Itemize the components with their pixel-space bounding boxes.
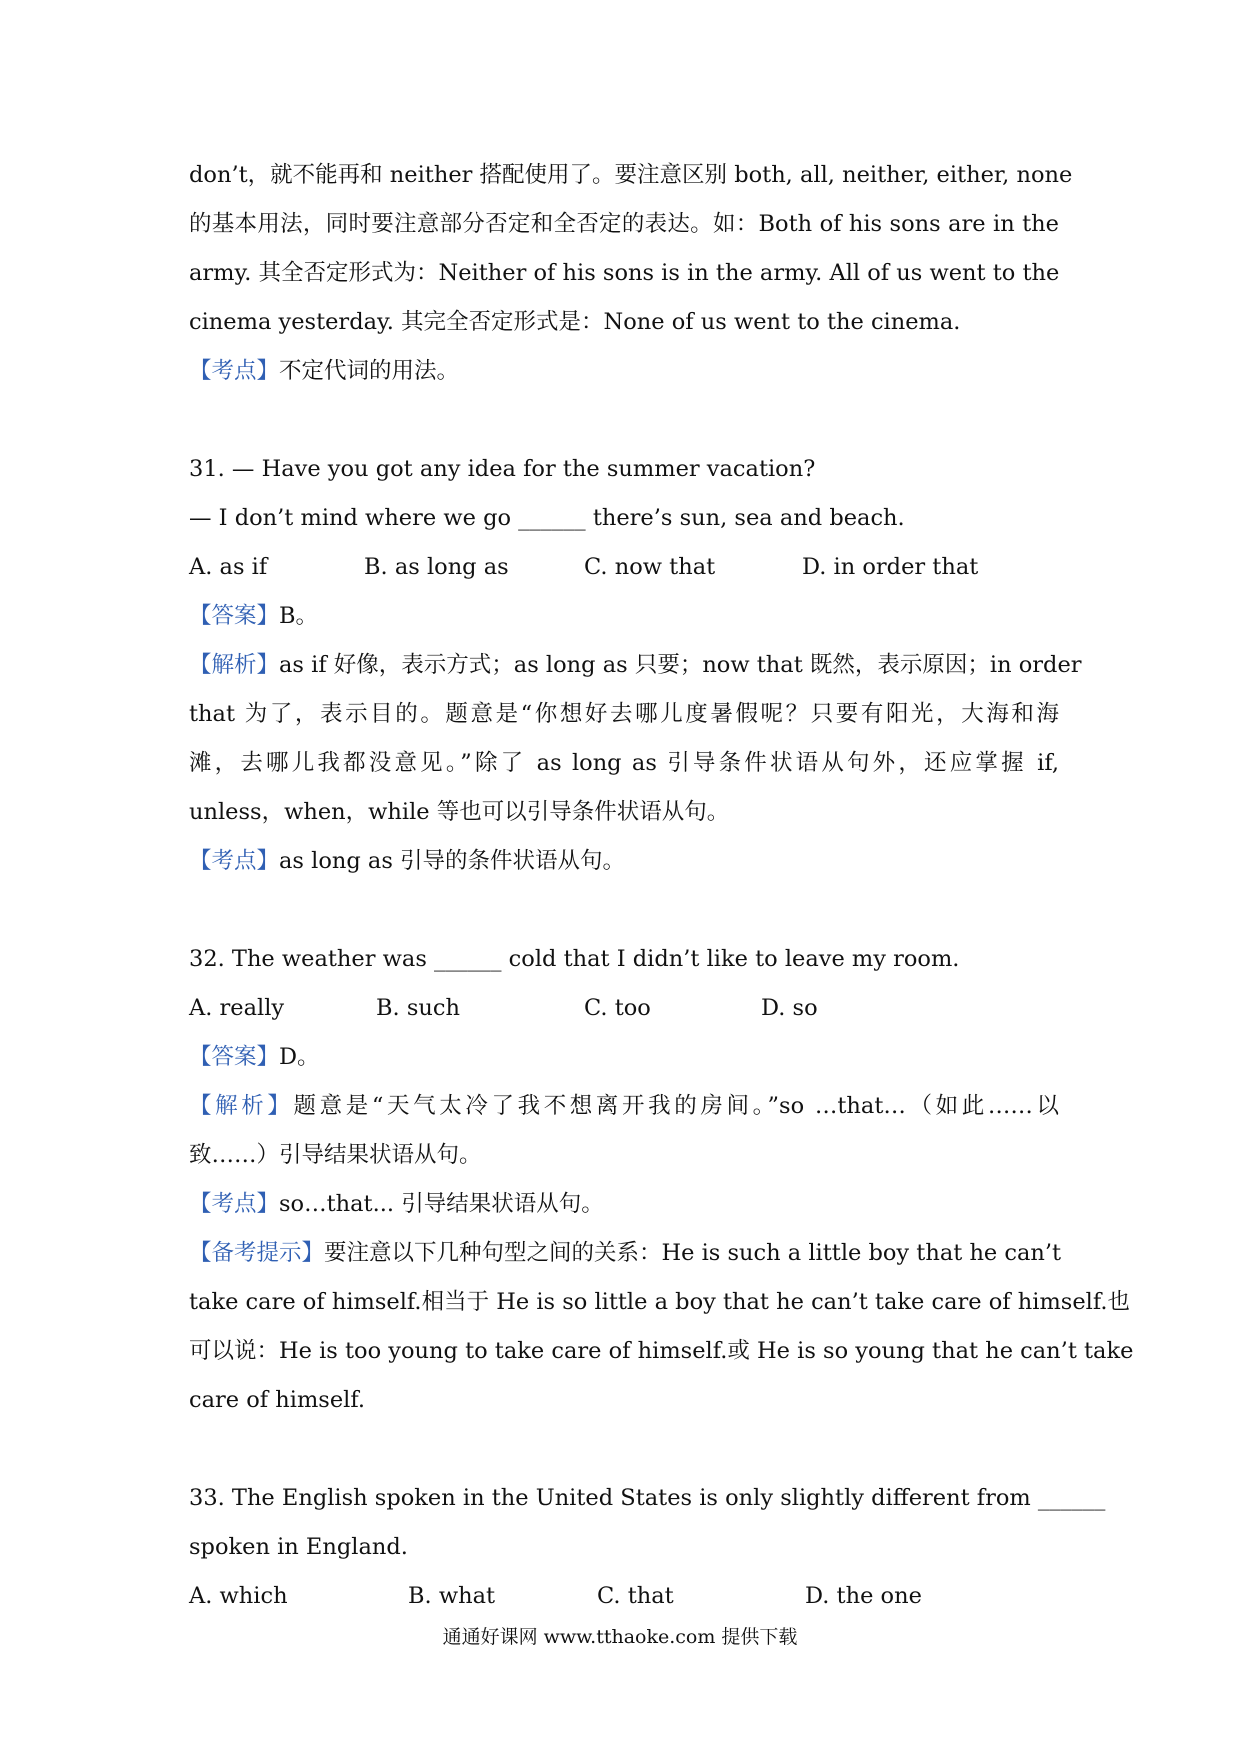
intro-line-2: 的基本用法，同时要注意部分否定和全否定的表达。如：Both of his sons are in the bbox=[189, 211, 1059, 237]
q33-option-d: D. the one bbox=[805, 1583, 922, 1609]
jiexi-tag: 【解析】 bbox=[189, 652, 280, 678]
intro-line-1: don’t，就不能再和 neither 搭配使用了。要注意区别 both, all, neither, either, none bbox=[189, 162, 1073, 188]
q32-answer bbox=[189, 1033, 1059, 1082]
answer-tag: 【答案】 bbox=[189, 1044, 280, 1070]
kaodian-text: as long as 引导的条件状语从句。 bbox=[279, 848, 626, 874]
q31-option-c: C. now that bbox=[584, 554, 716, 580]
q32-option-a: A. really bbox=[189, 995, 285, 1021]
kaodian-text: so…that... 引导结果状语从句。 bbox=[279, 1191, 604, 1217]
answer-tag: 【答案】 bbox=[189, 603, 280, 629]
q31-answer bbox=[189, 592, 1059, 641]
q32-stem: 32. The weather was ______ cold that I didn’t like to leave my room. bbox=[189, 946, 960, 972]
q31-jiexi-line-2: that 为了，表示目的。题意是“你想好去哪儿度暑假呢？只要有阳光，大海和海 bbox=[189, 701, 1059, 727]
tip-text: 要注意以下几种句型之间的关系：He is such a little boy that he can’t bbox=[324, 1240, 1062, 1266]
spacer bbox=[189, 886, 1059, 935]
q32-option-d: D. so bbox=[761, 995, 818, 1021]
q31-option-a: A. as if bbox=[189, 554, 268, 580]
q31-option-d: D. in order that bbox=[802, 554, 979, 580]
kaodian-tag: 【考点】 bbox=[189, 1191, 280, 1217]
q32-tip-line-2: take care of himself.相当于 He is so little a boy that he can’t take care of himself.也 bbox=[189, 1289, 1131, 1315]
intro-kaodian bbox=[189, 347, 1059, 396]
answer-text: D。 bbox=[279, 1044, 320, 1070]
tip-tag: 【备考提示】 bbox=[189, 1240, 325, 1266]
page-footer: 通通好课网 www.tthaoke.com 提供下载 bbox=[442, 1626, 798, 1648]
q32-option-c: C. too bbox=[584, 995, 651, 1021]
q32-tip-line-3: 可以说：He is too young to take care of himself.或 He is so young that he can’t take bbox=[189, 1338, 1134, 1364]
kaodian-tag: 【考点】 bbox=[189, 358, 280, 384]
document-page bbox=[189, 151, 1134, 1621]
q32-options bbox=[189, 984, 1059, 1033]
spacer bbox=[189, 396, 1059, 445]
q33-options bbox=[189, 1572, 1059, 1621]
q31-jiexi-line-1 bbox=[189, 641, 1082, 690]
q31-stem-line-1: 31. — Have you got any idea for the summer vacation? bbox=[189, 456, 816, 482]
kaodian-text: 不定代词的用法。 bbox=[279, 358, 460, 384]
q33-stem-line-2: spoken in England. bbox=[189, 1534, 408, 1560]
q31-options bbox=[189, 543, 1059, 592]
q31-kaodian bbox=[189, 837, 1059, 886]
q31-jiexi-line-3: 滩，去哪儿我都没意见。”除了 as long as 引导条件状语从句外，还应掌握 if, bbox=[189, 750, 1059, 776]
jiexi-tag: 【解析】 bbox=[189, 1093, 294, 1119]
q32-tip-line-1 bbox=[189, 1229, 1062, 1278]
q33-option-a: A. which bbox=[189, 1583, 288, 1609]
kaodian-tag: 【考点】 bbox=[189, 848, 280, 874]
q32-kaodian bbox=[189, 1180, 1059, 1229]
answer-text: B。 bbox=[279, 603, 319, 629]
q33-option-b: B. what bbox=[408, 1583, 496, 1609]
q32-jiexi-line-1 bbox=[189, 1082, 1059, 1131]
q31-option-b: B. as long as bbox=[364, 554, 509, 580]
q32-option-b: B. such bbox=[376, 995, 460, 1021]
q32-tip-line-4: care of himself. bbox=[189, 1387, 366, 1413]
q31-jiexi-line-4: unless，when，while 等也可以引导条件状语从句。 bbox=[189, 799, 730, 825]
jiexi-text: as if 好像，表示方式；as long as 只要；now that 既然，表示原因；in order bbox=[279, 652, 1082, 678]
q33-option-c: C. that bbox=[597, 1583, 674, 1609]
jiexi-text: 题意是“天气太冷了我不想离开我的房间。”so …that…（如此……以 bbox=[293, 1093, 1059, 1119]
intro-line-3: army. 其全否定形式为：Neither of his sons is in the army. All of us went to the bbox=[189, 260, 1060, 286]
intro-line-4: cinema yesterday. 其完全否定形式是：None of us went to the cinema. bbox=[189, 309, 961, 335]
q32-jiexi-line-2: 致……）引导结果状语从句。 bbox=[189, 1142, 482, 1168]
q33-stem-line-1: 33. The English spoken in the United States is only slightly different from ______ bbox=[189, 1485, 1106, 1511]
q31-stem-line-2: — I don’t mind where we go ______ there’s sun, sea and beach. bbox=[189, 505, 905, 531]
spacer bbox=[189, 1425, 1059, 1474]
